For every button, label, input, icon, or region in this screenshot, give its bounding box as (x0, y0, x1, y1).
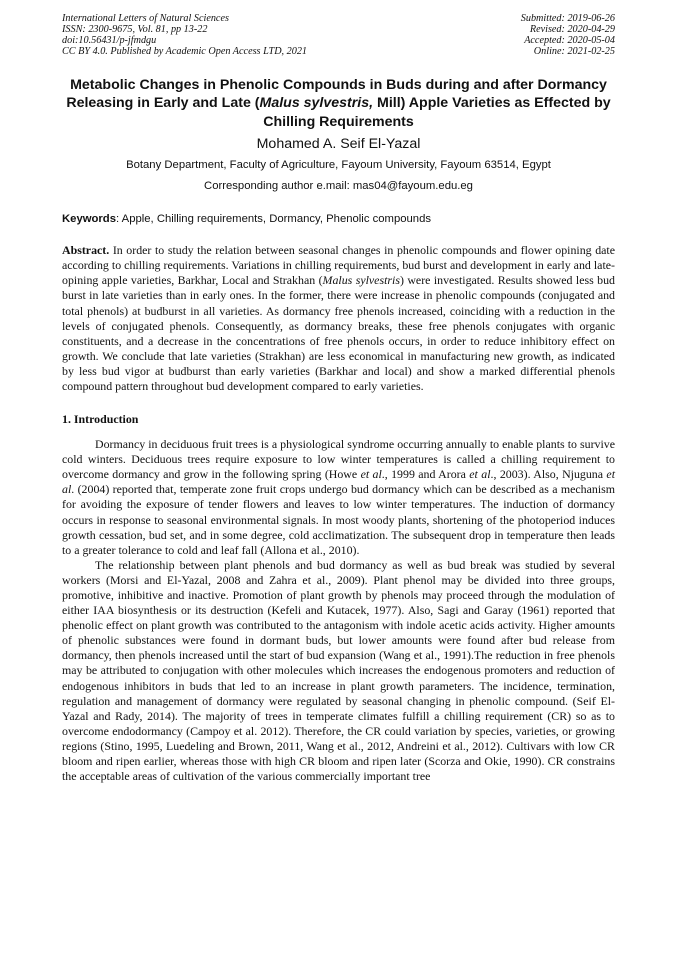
abstract-text-2: ) were investigated. Results showed less bud burst in late varieties than in early ones. In the former, there were increase in phenolic compounds (conjugated and total phenols) at budburst in all varieties. As dormancy free phenols increased, coinciding with a reduction in the levels of conjugated phenols. Consequently, as dormancy breaks, these free phenols conjugates with organic constituents, and a decrease in the concentrations of free phenols occurs, in order to reduce inhibitory effect on growth. We conclude that late varieties (Strakhan) are less economical in manufacturing new growth, as indicated by less bud vigor at budburst than early varieties (Barkhar and local) and show a marked differential phenols compound pattern throughout bud development compared to early varieties. (62, 273, 615, 393)
keywords-text: : Apple, Chilling requirements, Dormancy, Phenolic compounds (116, 213, 432, 226)
accepted-date: Accepted: 2020-05-04 (524, 34, 615, 46)
keywords-label: Keywords (62, 213, 116, 226)
intro-p1-etal-1: et al (360, 467, 382, 482)
issn-line: ISSN: 2300-9675, Vol. 81, pp 13-22 (62, 23, 208, 35)
intro-p1-d: . (2004) reported that, temperate zone fruit crops undergo bud dormancy which can be described as a mechanism for avoiding the exposure of tender flowers and leaves to low winter temperatures. The induction of dormancy occurs in response to seasonal environmental signals. In most woody plants, shortening of the photoperiod induces growth cessation, bud set, and in some degree, cold acclimatization. The subsequent drop in temperature then leads to a greater tolerance to cold and leaf fall (Allona et al., 2010). (62, 482, 615, 557)
dates-info (521, 14, 615, 58)
title-part-2: Mill) Apple Varieties as Effected by Chilling Requirements (263, 95, 611, 130)
journal-name: International Letters of Natural Sciences (62, 13, 229, 24)
revised-date: Revised: 2020-04-29 (529, 23, 615, 35)
abstract-text-1: In order to study the relation between seasonal changes in phenolic compounds and flower opining date according to chilling requirements. Variations in chilling requirements, bud burst and development in early and late- opining apple varieties, Barkhar, Local and Strakhan ( (62, 243, 615, 288)
title-part-1: Metabolic Changes in Phenolic Compounds in Buds during and after Dormancy Releasing in Early and Late ( (66, 76, 607, 112)
affiliation: Botany Department, Faculty of Agriculture, Fayoum University, Fayoum 63514, Egypt (126, 159, 551, 172)
abstract (62, 243, 615, 394)
submitted-date: Submitted: 2019-06-26 (520, 13, 615, 24)
paper-title (62, 76, 615, 132)
title-species: Malus sylvestris, (259, 95, 374, 112)
intro-p1-etal-3: et al (62, 467, 616, 497)
intro-p1-c: ., 2003). Also, Njuguna (490, 467, 607, 482)
online-date: Online: 2021-02-25 (533, 45, 615, 57)
journal-header (62, 14, 615, 58)
corresponding-email: Corresponding author e.mail: mas04@fayoum.edu.eg (204, 180, 473, 193)
paper-page (62, 14, 615, 784)
author-name: Mohamed A. Seif El-Yazal (256, 136, 421, 153)
intro-p1-etal-2: et al (469, 467, 491, 482)
intro-paragraph-2: The relationship between plant phenols and bud dormancy as well as bud break was studied by several workers (Morsi and El-Yazal, 2008 and Zahra et al., 2009). Plant phenol may be divided into three groups, promotive, inhibitive and inactive. Promotion of plant growth by phenols may proceed through the modulation of either IAA biosynthesis or its destruction (Kefeli and Kutacek, 1977). Also, Sagi and Garay (1961) reported that phenolic effect on plant growth was contributed to the antagonism with indole acetic acids activity. Higher amounts of phenolic substances were found in dormant buds, but lower amounts were found after bud release from dormancy, then phenols increased until the start of bud expansion (Wang et al., 1991).The reduction in free phenols may be attributed to conjugation with other molecules which increases the endogenous promoters and reduction of endogenous inhibitors in buds that led to an increase in plant growth parameters. The incidence, termination, regulation and management of dormancy were regulated by seasonal changing in phenolic compound. (Seif El-Yazal and Rady, 2014). The majority of trees in temperate climates fulfill a chilling requirement (CR) so as to overcome endodormancy (Campoy et al. 2012). Therefore, the CR could variation by species, varieties, or growing regions (Stino, 1995, Luedeling and Brown, 2011, Wang et al., 2012, Andreini et al., 2012). Cultivars with low CR bloom and ripen earlier, whereas those with high CR bloom and ripen later (Scorza and Okie, 1990). CR constrains the acceptable areas of cultivation of the various commercially important tree (62, 557, 615, 784)
keywords (62, 212, 615, 226)
doi-line: doi:10.56431/p-jfmdgu (62, 34, 157, 46)
intro-paragraph-1 (62, 437, 615, 558)
intro-p1-b: ., 1999 and Arora (381, 467, 470, 482)
intro-p1-a: Dormancy in deciduous fruit trees is a physiological syndrome occurring annually to enable plants to survive cold winters. Deciduous trees require exposure to low winter temperatures is called a chilling requirement to overcome dormancy and grow in the following spring (Howe (62, 437, 615, 482)
abstract-species: Malus sylvestris (322, 273, 400, 288)
section-heading-introduction: 1. Introduction (62, 412, 139, 427)
abstract-label: Abstract. (62, 243, 110, 258)
license-line: CC BY 4.0. Published by Academic Open Access LTD, 2021 (62, 45, 308, 57)
journal-info (62, 14, 307, 58)
